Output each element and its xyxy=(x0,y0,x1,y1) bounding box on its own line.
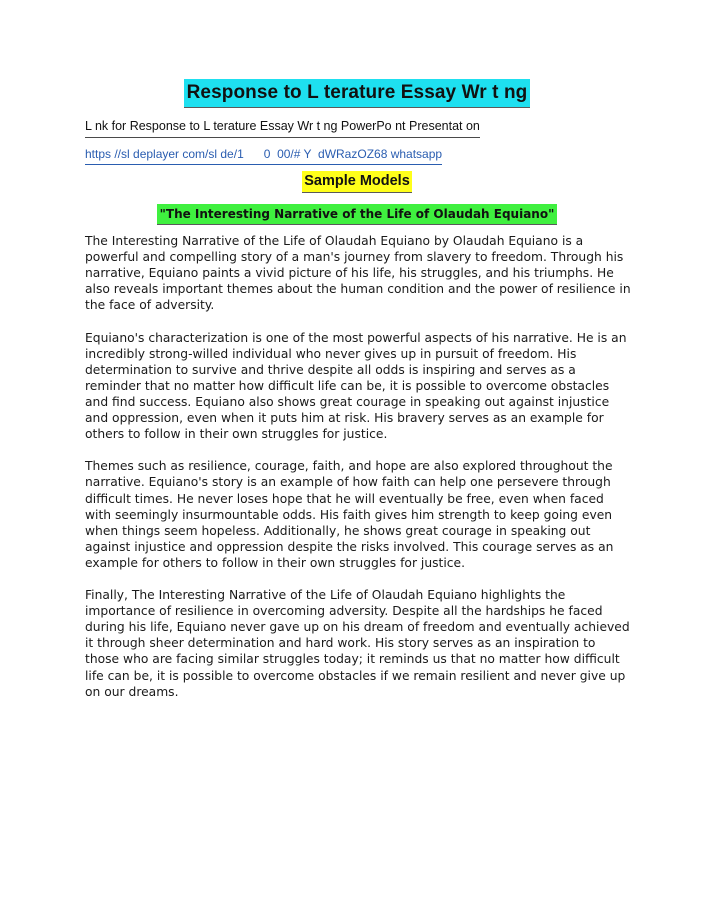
section-heading: Sample Models xyxy=(302,171,412,193)
link-label: L nk for Response to L terature Essay Wr t ng PowerPo nt Presentat on xyxy=(85,118,480,138)
paragraph: Finally, The Interesting Narrative of the Life of Olaudah Equiano highlights the importance of resilience in overcoming adversity. Despite all the hardships he faced during his life, Equiano never gave up on his dream of freedom and eventually achieved it through sheer determination and hard work. His story serves as an inspiration to those who are facing similar struggles today; it reminds us that no matter how difficult life can be, it is possible to overcome obstacles if we remain resilient and never give up on our dreams. xyxy=(85,588,630,699)
paragraph: Equiano's characterization is one of the most powerful aspects of his narrative. He is an incredibly strong-willed individual who never gives up in pursuit of freedom. His determination to survive and thrive despite all odds is inspiring and serves as a reminder that no matter how difficult life can be, it is possible to overcome obstacles and find success. Equiano also shows great courage in speaking out against injustice and oppression, even when it puts him at risk. His bravery serves as an example for others to follow in their own struggles for justice. xyxy=(85,330,627,442)
title-container xyxy=(0,79,714,108)
essay-title: "The Interesting Narrative of the Life of Olaudah Equiano" xyxy=(157,204,558,225)
essay-title-container xyxy=(0,203,714,225)
presentation-link[interactable]: https //sl deplayer com/sl de/1 0 00/# Y dWRazOZ68 whatsapp xyxy=(85,146,442,165)
section-heading-container xyxy=(0,170,714,193)
paragraph: Themes such as resilience, courage, faith, and hope are also explored throughout the narrative. Equiano's story is an example of how faith can help one persevere through difficult times. He never loses hope that he will eventually be free, even when faced with seemingly insurmountable odds. His faith gives him strength to keep going even when things seem hopeless. Additionally, he shows great courage in speaking out against injustice and oppression despite the risks involved. This courage serves as an example for others to follow in their own struggles for justice. xyxy=(85,459,614,570)
document-title: Response to L terature Essay Wr t ng xyxy=(184,79,531,108)
paragraph: The Interesting Narrative of the Life of Olaudah Equiano by Olaudah Equiano is a powerful and compelling story of a man's journey from slavery to freedom. Through his narrative, Equiano paints a vivid picture of his life, his struggles, and his triumphs. He also reveals important themes about the human condition and the power of resilience in the face of adversity. xyxy=(85,234,631,313)
essay-body xyxy=(85,233,633,716)
